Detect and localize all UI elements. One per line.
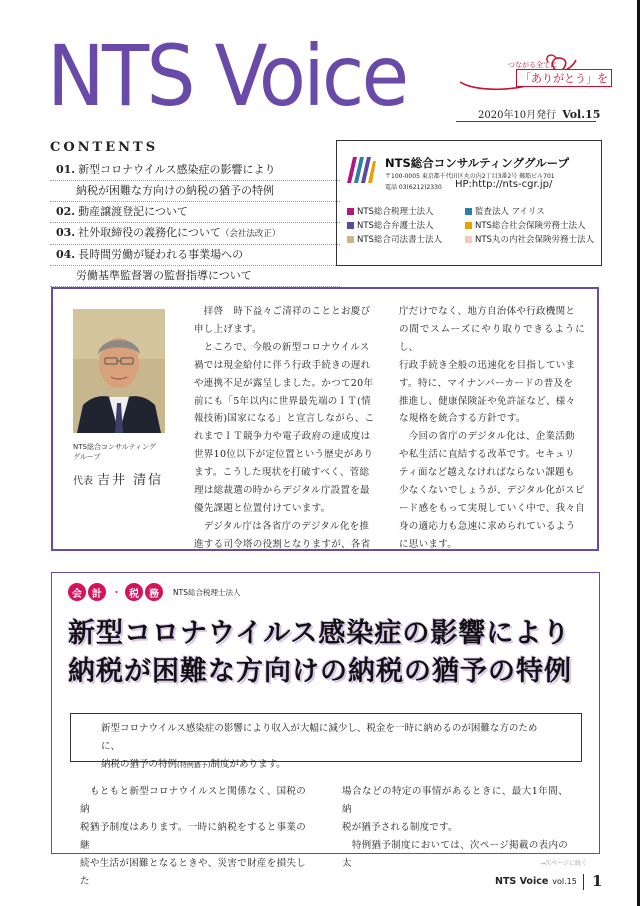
next-page-note: →次ページに続く — [540, 860, 587, 867]
logo-tagline: つながる全てに — [508, 61, 557, 69]
footer-title: NTS Voice vol.15 — [495, 876, 577, 887]
group-address: 〒100-0005 東京都千代田区丸の内2丁目3番2号 郵船ビル701 — [385, 173, 555, 180]
page-number: 1 — [592, 872, 603, 890]
contents-heading: CONTENTS — [50, 140, 159, 155]
greeting-text-col2: 庁だけでなく、地方自治体や行政機関と の間でスムーズにやり取りできるようにし、 行政手続き全般の迅速化を目指していま す。特に、マイナンバーカードの普及を 推進し、健康保険証や免許証など、様々 な規格を統合する方針です。 今回の省庁のデジタル化は、企業活動 や私生活に直結する改革です。セキュリ ティ面など越えなければならない課題も 少なくないでしょうが、デジタル化がスピ ード感をもって実現していく中で、我々自 身の適応力も急速に求められているよう に思います。 — [399, 306, 586, 550]
group-info-box — [336, 140, 602, 266]
article-headline: 新型コロナウイルス感染症の影響により 納税が困難な方向けの納税の猶予の特例 — [68, 618, 572, 687]
category-label — [68, 583, 240, 601]
contents-item-1[interactable]: 01. 新型コロナウイルス感染症の影響により — [50, 160, 340, 181]
logo-main-text: 「ありがとう」を — [516, 69, 612, 87]
category-char: 会 — [68, 583, 86, 601]
issue-underline — [456, 121, 596, 122]
member-color-swatch — [465, 208, 472, 215]
contents-section — [50, 140, 340, 287]
contents-item-4-cont[interactable]: 労働基準監督署の監督指導について — [50, 266, 340, 287]
member-item: NTS総合社会保険労務士法人 — [465, 219, 585, 231]
group-logo-icon — [345, 155, 377, 185]
member-color-swatch — [347, 208, 354, 215]
issue-date: 2020年10月発行 — [478, 110, 557, 121]
issue-volume: Vol.15 — [562, 108, 601, 121]
contents-item-2[interactable]: 02. 動産譲渡登記について — [50, 202, 340, 223]
representative-portrait — [73, 309, 165, 433]
category-char: 務 — [145, 583, 163, 601]
member-color-swatch — [465, 236, 472, 243]
article-body-col1: もともと新型コロナウイルスと関係なく、国税の納 税猶予制度はあります。一時に納税をすると事業の継 続や生活が困難となるときや、災害で財産を損失した — [80, 786, 306, 887]
article-lead-box: 新型コロナウイルス感染症の影響により収入が大幅に減少し、税金を一時に納めるのが困難な方のために、 納税の猶予の特例(特例猶予)制度があります。 — [70, 713, 582, 762]
member-item: NTS総合税理士法人 — [347, 205, 433, 217]
category-org: NTS総合税理士法人 — [173, 587, 241, 597]
issue-info — [478, 106, 600, 121]
contents-item-1-cont[interactable]: 納税が困難な方向けの納税の猶予の特例 — [50, 181, 340, 202]
category-char: 税 — [125, 583, 143, 601]
member-item: NTS総合弁護士法人 — [347, 219, 433, 231]
representative-org: NTS総合コンサルティング グループ — [73, 443, 156, 461]
footer-divider — [583, 874, 584, 890]
group-name: NTS総合コンサルティンググループ — [385, 156, 570, 170]
representative-name: 代表 吉井 清信 — [73, 473, 164, 488]
category-char: 計 — [88, 583, 106, 601]
member-color-swatch — [347, 222, 354, 229]
group-tel: 電話 03(6212)2330 — [385, 184, 442, 191]
group-website-link[interactable]: HP:http://nts-cgr.jp/ — [455, 179, 553, 190]
member-color-swatch — [347, 236, 354, 243]
member-item: NTS総合司法書士法人 — [347, 233, 442, 245]
contents-item-3[interactable]: 03. 社外取締役の義務化について（会社法改正） — [50, 223, 340, 245]
category-separator: ・ — [111, 586, 122, 599]
greeting-box — [51, 287, 599, 551]
newsletter-title: NTS Voice — [47, 27, 407, 125]
member-color-swatch — [465, 222, 472, 229]
member-item: 監査法人 アイリス — [465, 205, 545, 217]
member-item: NTS丸の内社会保険労務士法人 — [465, 233, 594, 245]
article-body-col2: 場合などの特定の事情があるときに、最大1年間、納 税が猶予される制度です。 特例猶予制度においては、次ページ掲載の表内の太 — [342, 786, 568, 869]
greeting-text-col1: 拝啓 時下益々ご清祥のこととお慶び 申し上げます。 ところで、今般の新型コロナウイルス 禍では現金給付に伴う行政手続きの遅れ や連携不足が露呈しました。かつて20年 前にも「5年以内に世界最先端のＩＴ(情 報技術)国家になる」と宣言しながら、こ れまでＩＴ競争力や電子政府の達成度は 世界10位以下が定位置という歴史があり ます。こうした現状を打破すべく、菅総 理は総裁選の時からデジタル庁設置を最 優先課題と位置付けています。 デジタル庁は各省庁のデジタル化を推 進する司令塔の役割となりますが、各省 — [194, 306, 375, 550]
contents-item-4[interactable]: 04. 長時間労働が疑われる事業場への — [50, 245, 340, 266]
